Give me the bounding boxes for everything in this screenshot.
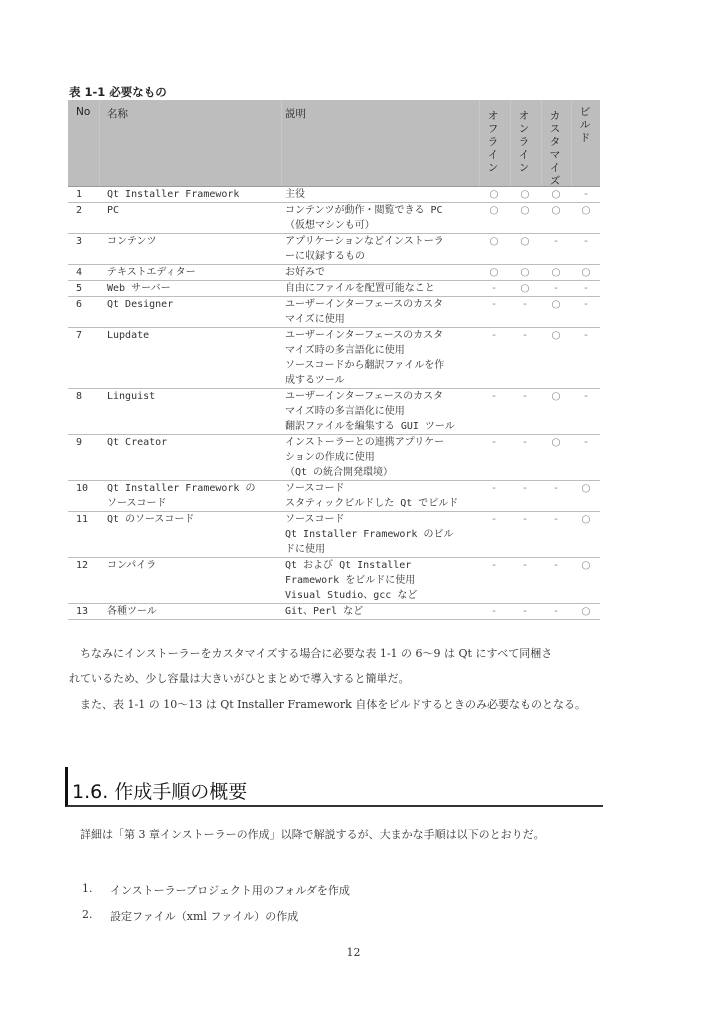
row-description bbox=[285, 435, 475, 480]
table-row bbox=[68, 203, 600, 234]
paragraph-line: れているため、少し容量は大きいがひとまとめで導入すると簡単だ。 bbox=[69, 672, 410, 685]
dash-mark-icon: - bbox=[554, 513, 558, 525]
paragraph-line: ちなみにインストーラーをカスタマイズする場合に必要な表 1-1 の 6～9 は Qt にすべて同梱さ bbox=[69, 647, 553, 660]
dash-mark-icon: - bbox=[492, 329, 496, 341]
header-customize: カスタマイズ bbox=[549, 110, 561, 187]
row-description bbox=[285, 328, 475, 388]
row-description-line: ソースコードから翻訳ファイルを作 bbox=[285, 360, 445, 371]
row-name bbox=[107, 558, 282, 573]
dash-mark-icon: - bbox=[492, 605, 496, 617]
dash-mark-icon: - bbox=[523, 329, 527, 341]
column-separator bbox=[510, 100, 511, 186]
section-intro: 詳細は「第 3 章インストーラーの作成」以降で解説するが、大まかな手順は以下のとおりだ。 bbox=[69, 828, 545, 841]
row-name-line: Qt Designer bbox=[107, 299, 174, 310]
row-description-line: マイズ時の多言語化に使用 bbox=[285, 345, 405, 356]
row-description bbox=[285, 512, 475, 557]
row-description-line: 自由にファイルを配置可能なこと bbox=[285, 283, 435, 294]
column-separator bbox=[99, 100, 100, 186]
row-name bbox=[107, 435, 282, 450]
dash-mark-icon: - bbox=[492, 482, 496, 494]
row-description-line: ソースコード bbox=[285, 483, 345, 494]
row-name-line: ソースコード bbox=[107, 498, 167, 509]
column-separator bbox=[281, 100, 282, 186]
row-name-line: Qt Installer Framework の bbox=[107, 483, 256, 494]
row-description bbox=[285, 281, 475, 296]
row-no: 11 bbox=[76, 514, 89, 525]
row-description-line: Qt Installer Framework のビル bbox=[285, 529, 454, 540]
row-description-line: マイズに使用 bbox=[285, 314, 345, 325]
row-no: 6 bbox=[76, 299, 83, 310]
dash-mark-icon: - bbox=[523, 298, 527, 310]
header-online: オンライン bbox=[518, 110, 530, 174]
row-description-line: ションの作成に使用 bbox=[285, 452, 375, 463]
dash-mark-icon: - bbox=[523, 605, 527, 617]
row-description-line: ドに使用 bbox=[285, 544, 325, 555]
table-header bbox=[68, 100, 600, 187]
dash-mark-icon: - bbox=[492, 298, 496, 310]
dash-mark-icon: - bbox=[492, 390, 496, 402]
row-name bbox=[107, 234, 282, 249]
dash-mark-icon: - bbox=[584, 282, 588, 294]
row-description-line: ソースコード bbox=[285, 514, 345, 525]
header-offline: オフライン bbox=[487, 110, 499, 174]
row-description-line: 主役 bbox=[285, 189, 305, 200]
row-name bbox=[107, 297, 282, 312]
circle-mark-icon: ○ bbox=[551, 188, 561, 200]
dash-mark-icon: - bbox=[584, 329, 588, 341]
circle-mark-icon: ○ bbox=[581, 204, 591, 216]
row-description-line: インストーラーとの連携アプリケー bbox=[285, 437, 445, 448]
row-description-line: アプリケーションなどインストーラ bbox=[285, 236, 444, 247]
circle-mark-icon: ○ bbox=[551, 329, 561, 341]
table-row bbox=[68, 187, 600, 203]
column-separator bbox=[571, 100, 572, 186]
dash-mark-icon: - bbox=[584, 390, 588, 402]
step-number: 1. bbox=[82, 882, 93, 895]
row-name bbox=[107, 604, 282, 619]
dash-mark-icon: - bbox=[492, 436, 496, 448]
row-description bbox=[285, 297, 475, 327]
table-row bbox=[68, 389, 600, 435]
header-name: 名称 bbox=[107, 108, 128, 120]
dash-mark-icon: - bbox=[584, 298, 588, 310]
row-description-line: （仮想マシンも可） bbox=[285, 220, 375, 231]
row-description-line: Framework をビルドに使用 bbox=[285, 575, 416, 586]
header-build: ビルド bbox=[579, 106, 591, 144]
row-name-line: コンパイラ bbox=[107, 560, 157, 571]
row-name bbox=[107, 512, 282, 527]
dash-mark-icon: - bbox=[523, 390, 527, 402]
circle-mark-icon: ○ bbox=[520, 282, 530, 294]
table-row bbox=[68, 512, 600, 558]
circle-mark-icon: ○ bbox=[489, 235, 499, 247]
circle-mark-icon: ○ bbox=[551, 266, 561, 278]
circle-mark-icon: ○ bbox=[551, 390, 561, 402]
row-description-line: Git、Perl など bbox=[285, 606, 364, 617]
row-description-line: Qt および Qt Installer bbox=[285, 560, 412, 571]
row-description bbox=[285, 389, 475, 434]
row-description-line: ユーザーインターフェースのカスタ bbox=[285, 391, 444, 402]
row-description-line: ユーザーインターフェースのカスタ bbox=[285, 299, 444, 310]
step-text: インストーラープロジェクト用のフォルダを作成 bbox=[110, 884, 350, 897]
row-description-line: 成するツール bbox=[285, 375, 345, 386]
table-row bbox=[68, 558, 600, 604]
circle-mark-icon: ○ bbox=[551, 204, 561, 216]
table-row bbox=[68, 281, 600, 297]
table-row bbox=[68, 297, 600, 328]
row-name bbox=[107, 203, 282, 218]
row-name-line: Qt のソースコード bbox=[107, 514, 195, 525]
dash-mark-icon: - bbox=[492, 559, 496, 571]
circle-mark-icon: ○ bbox=[489, 266, 499, 278]
table-row bbox=[68, 234, 600, 265]
row-description bbox=[285, 604, 475, 619]
row-description-line: ーに収録するもの bbox=[285, 251, 365, 262]
row-name bbox=[107, 187, 282, 202]
row-name-line: Qt Installer Framework bbox=[107, 189, 240, 200]
dash-mark-icon: - bbox=[554, 605, 558, 617]
row-description bbox=[285, 265, 475, 280]
paragraph-line: また、表 1-1 の 10～13 は Qt Installer Framework 自体をビルドするときのみ必要なものとなる。 bbox=[69, 698, 586, 711]
circle-mark-icon: ○ bbox=[489, 188, 499, 200]
row-name-line: Web サーバー bbox=[107, 283, 171, 294]
table-row bbox=[68, 265, 600, 281]
dash-mark-icon: - bbox=[523, 513, 527, 525]
row-description-line: Visual Studio、gcc など bbox=[285, 590, 418, 601]
page-number: 12 bbox=[346, 946, 361, 959]
row-description-line: お好みで bbox=[285, 267, 325, 278]
row-description-line: （Qt の統合開発環境） bbox=[285, 467, 394, 478]
column-separator bbox=[479, 100, 480, 186]
circle-mark-icon: ○ bbox=[489, 204, 499, 216]
row-name-line: Qt Creator bbox=[107, 437, 168, 448]
circle-mark-icon: ○ bbox=[581, 559, 591, 571]
dash-mark-icon: - bbox=[584, 436, 588, 448]
step-text: 設定ファイル（xml ファイル）の作成 bbox=[110, 910, 299, 923]
table-row bbox=[68, 435, 600, 481]
row-description-line: ユーザーインターフェースのカスタ bbox=[285, 330, 444, 341]
dash-mark-icon: - bbox=[523, 482, 527, 494]
dash-mark-icon: - bbox=[523, 436, 527, 448]
circle-mark-icon: ○ bbox=[551, 436, 561, 448]
row-description bbox=[285, 203, 475, 233]
row-description-line: 翻訳ファイルを編集する GUI ツール bbox=[285, 421, 455, 432]
dash-mark-icon: - bbox=[492, 513, 496, 525]
row-no: 12 bbox=[76, 560, 89, 571]
dash-mark-icon: - bbox=[554, 235, 558, 247]
dash-mark-icon: - bbox=[523, 559, 527, 571]
dash-mark-icon: - bbox=[584, 235, 588, 247]
section-heading bbox=[65, 767, 603, 807]
row-name-line: テキストエディター bbox=[107, 267, 196, 278]
row-name bbox=[107, 265, 282, 280]
header-desc: 説明 bbox=[285, 108, 306, 120]
row-description bbox=[285, 234, 475, 264]
row-name-line: Lupdate bbox=[107, 330, 150, 341]
row-description bbox=[285, 558, 475, 603]
dash-mark-icon: - bbox=[584, 188, 588, 200]
dash-mark-icon: - bbox=[554, 559, 558, 571]
row-no: 2 bbox=[76, 205, 83, 216]
row-name-line: コンテンツ bbox=[107, 236, 157, 247]
circle-mark-icon: ○ bbox=[581, 482, 591, 494]
row-no: 1 bbox=[76, 189, 83, 200]
row-name-line: PC bbox=[107, 205, 120, 216]
section-heading-text: 1.6. 作成手順の概要 bbox=[72, 781, 248, 803]
circle-mark-icon: ○ bbox=[551, 298, 561, 310]
row-description-line: スタティックビルドした Qt でビルド bbox=[285, 498, 459, 509]
row-name-line: 各種ツール bbox=[107, 606, 157, 617]
dash-mark-icon: - bbox=[492, 282, 496, 294]
row-no: 8 bbox=[76, 391, 83, 402]
row-no: 5 bbox=[76, 283, 83, 294]
requirements-table bbox=[68, 100, 600, 620]
table-caption: 表 1-1 必要なもの bbox=[69, 85, 167, 99]
row-description-line: コンテンツが動作・閲覧できる PC bbox=[285, 205, 443, 216]
circle-mark-icon: ○ bbox=[520, 188, 530, 200]
row-description bbox=[285, 187, 475, 202]
row-name bbox=[107, 328, 282, 343]
table-body bbox=[68, 187, 600, 620]
circle-mark-icon: ○ bbox=[581, 605, 591, 617]
row-no: 7 bbox=[76, 330, 83, 341]
circle-mark-icon: ○ bbox=[520, 235, 530, 247]
table-row bbox=[68, 328, 600, 389]
row-no: 10 bbox=[76, 483, 89, 494]
header-no: No bbox=[76, 106, 91, 118]
step-number: 2. bbox=[82, 908, 93, 921]
circle-mark-icon: ○ bbox=[581, 513, 591, 525]
row-name bbox=[107, 389, 282, 404]
dash-mark-icon: - bbox=[554, 282, 558, 294]
row-no: 9 bbox=[76, 437, 83, 448]
column-separator bbox=[541, 100, 542, 186]
circle-mark-icon: ○ bbox=[520, 204, 530, 216]
circle-mark-icon: ○ bbox=[520, 266, 530, 278]
row-no: 3 bbox=[76, 236, 83, 247]
row-no: 4 bbox=[76, 267, 83, 278]
dash-mark-icon: - bbox=[554, 482, 558, 494]
row-description-line: マイズ時の多言語化に使用 bbox=[285, 406, 405, 417]
circle-mark-icon: ○ bbox=[581, 266, 591, 278]
row-name bbox=[107, 481, 282, 511]
row-description bbox=[285, 481, 475, 511]
row-no: 13 bbox=[76, 606, 89, 617]
row-name-line: Linguist bbox=[107, 391, 156, 402]
row-name bbox=[107, 281, 282, 296]
table-row bbox=[68, 481, 600, 512]
table-row bbox=[68, 604, 600, 620]
